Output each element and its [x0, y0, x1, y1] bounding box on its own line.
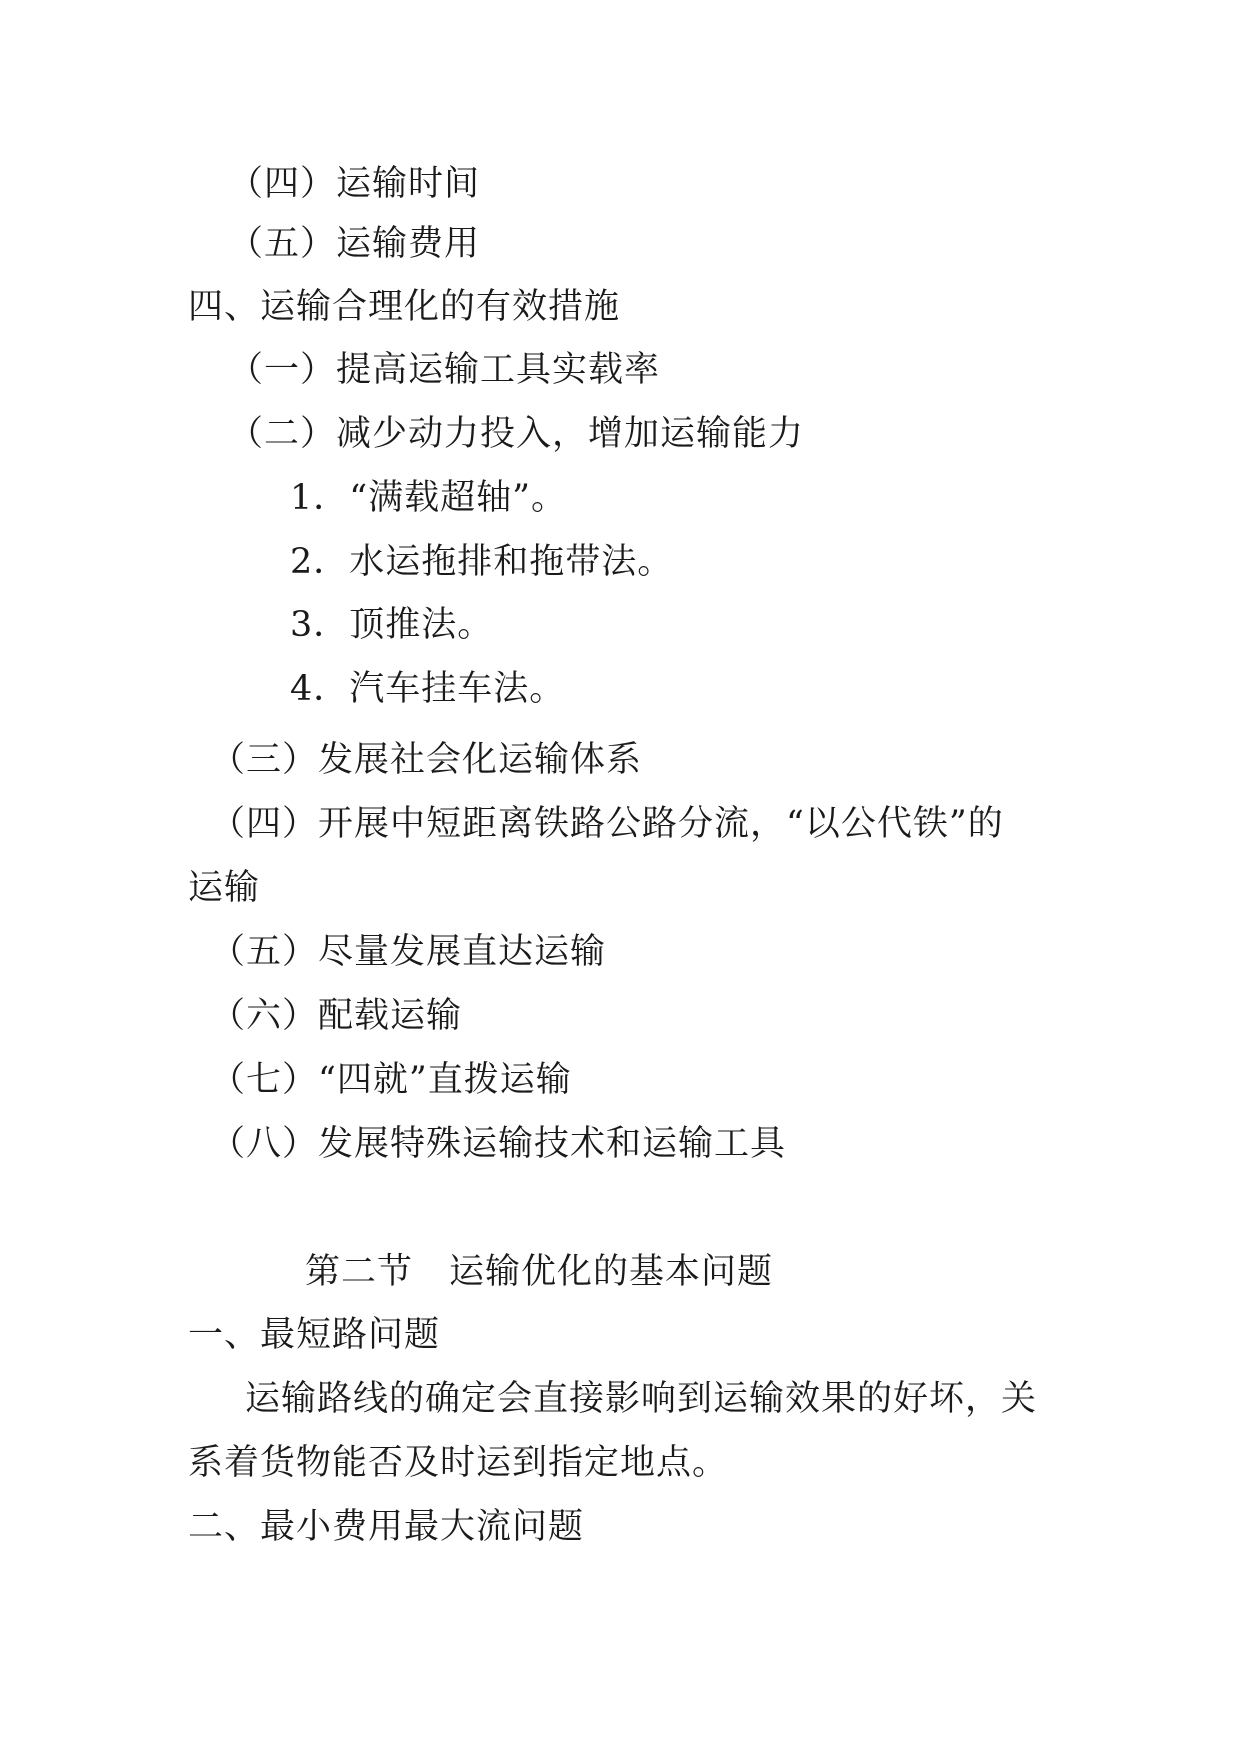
- subheading-four-direct: （七）“四就”直拨运输: [210, 1060, 572, 1100]
- section-title: 第二节 运输优化的基本问题: [305, 1252, 774, 1292]
- list-item-4: 4．汽车挂车法。: [290, 669, 566, 709]
- heading-min-cost-max-flow: 二、最小费用最大流问题: [188, 1507, 585, 1547]
- subheading-transport-cost: （五）运输费用: [228, 224, 481, 264]
- list-item-2: 2．水运拖排和拖带法。: [290, 542, 674, 582]
- paragraph-line-1: 运输路线的确定会直接影响到运输效果的好坏，关: [245, 1379, 1038, 1419]
- subheading-rail-road-split: （四）开展中短距离铁路公路分流，“以公代铁”的: [210, 804, 1004, 844]
- list-item-3: 3．顶推法。: [290, 605, 494, 645]
- subheading-reduce-power: （二）减少动力投入，增加运输能力: [228, 414, 805, 454]
- subheading-special-tech: （八）发展特殊运输技术和运输工具: [210, 1124, 787, 1164]
- heading-rationalization-measures: 四、运输合理化的有效措施: [188, 287, 621, 327]
- paragraph-line-2: 系着货物能否及时运到指定地点。: [188, 1443, 729, 1483]
- subheading-social-system: （三）发展社会化运输体系: [210, 740, 643, 780]
- heading-shortest-path: 一、最短路问题: [188, 1315, 441, 1355]
- subheading-consolidated-loading: （六）配载运输: [210, 996, 463, 1036]
- subheading-direct-transport: （五）尽量发展直达运输: [210, 932, 607, 972]
- subheading-load-rate: （一）提高运输工具实载率: [228, 350, 661, 390]
- list-item-1: 1．“满载超轴”。: [290, 478, 568, 518]
- subheading-transport-time: （四）运输时间: [228, 164, 481, 204]
- subheading-rail-road-split-cont: 运输: [188, 868, 261, 908]
